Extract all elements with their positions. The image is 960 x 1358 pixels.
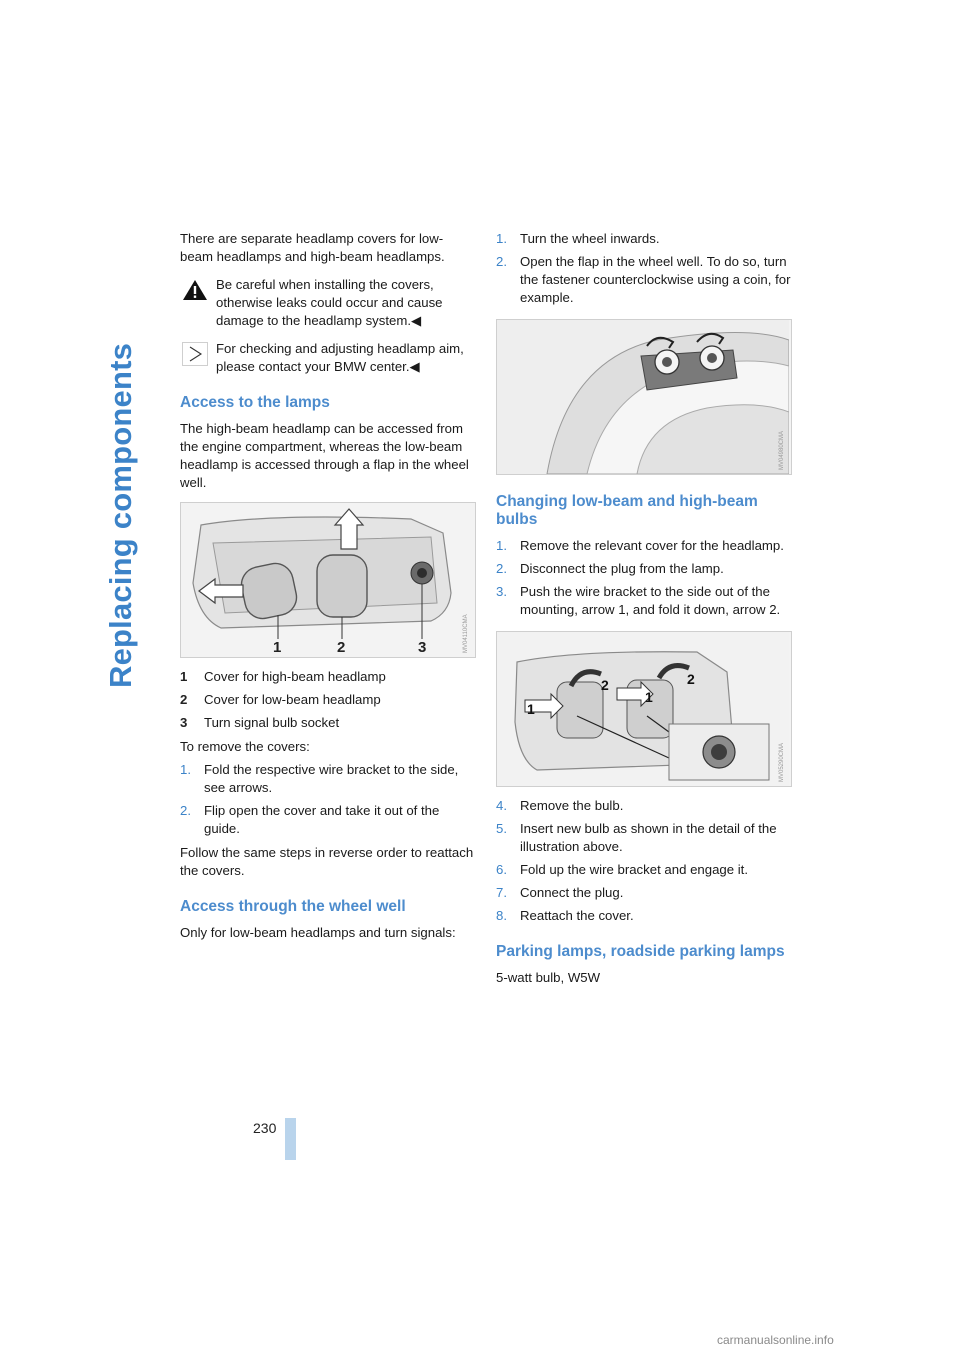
reattach-paragraph: Follow the same steps in reverse order to reattach the covers. — [180, 845, 474, 878]
parking-lamps-heading: Parking lamps, roadside parking lamps — [496, 943, 785, 960]
legend-item: 2 Cover for low-beam headlamp — [180, 692, 381, 707]
list-item: 2. Open the flap in the wheel well. To do so, turn the fastener counterclockwise using a coin, for example. — [496, 254, 791, 305]
right-column — [496, 230, 792, 997]
list-item: 1. Remove the relevant cover for the headlamp. — [496, 538, 784, 553]
play-triangle-icon — [182, 342, 208, 366]
list-item: 5. Insert new bulb as shown in the detail of the illustration above. — [496, 821, 777, 854]
wire-bracket-illustration — [497, 632, 789, 786]
figure-label-1b: 1 — [645, 689, 653, 705]
bulb-steps-list-a — [496, 537, 792, 619]
figure-label-2a: 2 — [601, 677, 609, 693]
figure-label-2: 2 — [337, 639, 346, 656]
page-marker-bar — [285, 1118, 296, 1160]
headlamp-covers-illustration — [181, 503, 473, 657]
intro-paragraph: There are separate headlamp covers for low-beam headlamps and high-beam headlamps. — [180, 231, 445, 264]
list-item: 2. Flip open the cover and take it out of the guide. — [180, 803, 440, 836]
figure-code: MV04980CMA — [779, 430, 785, 470]
wheel-well-illustration — [497, 320, 789, 474]
wheel-well-heading: Access through the wheel well — [180, 898, 406, 915]
info-note: For checking and adjusting headlamp aim, please contact your BMW center.◀ — [180, 340, 476, 376]
left-column — [180, 230, 476, 952]
section-side-title: Replacing components — [103, 342, 138, 688]
figure-label-1: 1 — [273, 639, 282, 656]
figure-label-1a: 1 — [527, 701, 535, 717]
bulbs-heading: Changing low-beam and high-beam bulbs — [496, 493, 758, 528]
list-item: 4. Remove the bulb. — [496, 798, 624, 813]
watermark: carmanualsonline.info — [717, 1333, 834, 1347]
parking-lamps-paragraph: 5-watt bulb, W5W — [496, 970, 601, 985]
list-item: 2. Disconnect the plug from the lamp. — [496, 561, 724, 576]
list-item: 3. Push the wire bracket to the side out of the mounting, arrow 1, and fold it down, arrow 2. — [496, 584, 781, 617]
access-heading: Access to the lamps — [180, 394, 330, 411]
figure-label-3: 3 — [418, 639, 427, 656]
access-paragraph: The high-beam headlamp can be accessed from the engine compartment, whereas the low-beam headlamp is accessed through a flap in the wheel well. — [180, 421, 469, 490]
wire-bracket-figure — [496, 631, 792, 787]
warning-note: Be careful when installing the covers, otherwise leaks could occur and cause damage to the headlamp system.◀ — [180, 276, 476, 330]
page-number: 230 — [253, 1120, 277, 1136]
legend-item: 1 Cover for high-beam headlamp — [180, 669, 386, 684]
remove-steps-list — [180, 761, 476, 838]
legend-item: 3 Turn signal bulb socket — [180, 715, 340, 730]
remove-intro: To remove the covers: — [180, 739, 310, 754]
wheel-steps-list — [496, 230, 792, 307]
list-item: 7. Connect the plug. — [496, 885, 624, 900]
list-item: 8. Reattach the cover. — [496, 908, 634, 923]
headlamp-covers-figure — [180, 502, 476, 658]
list-item: 6. Fold up the wire bracket and engage it. — [496, 862, 748, 877]
list-item: 1. Turn the wheel inwards. — [496, 231, 660, 246]
figure-code: MV05290CMA — [779, 742, 785, 782]
list-item: 1. Fold the respective wire bracket to the side, see arrows. — [180, 762, 459, 795]
wheel-well-figure — [496, 319, 792, 475]
bulb-steps-list-b — [496, 797, 792, 925]
wheel-well-paragraph: Only for low-beam headlamps and turn signals: — [180, 925, 456, 940]
figure-legend — [180, 668, 476, 732]
figure-code: MV04110CMA — [463, 614, 469, 653]
figure-label-2b: 2 — [687, 671, 695, 687]
warning-triangle-icon — [182, 278, 208, 302]
